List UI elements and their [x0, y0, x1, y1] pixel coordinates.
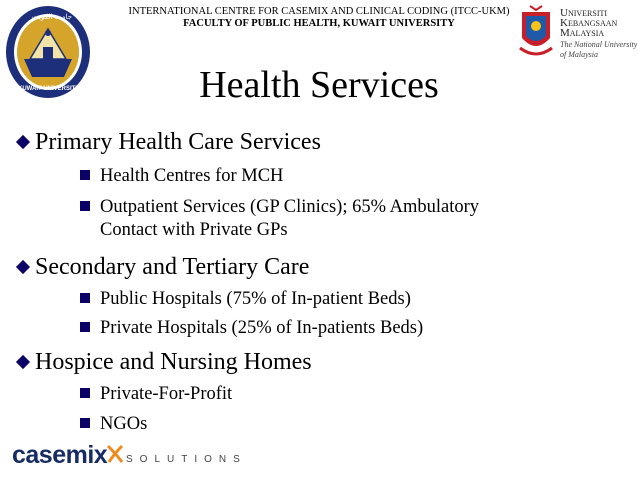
list-item-text: Private-For-Profit: [100, 384, 233, 404]
ukm-crest-icon: [516, 4, 556, 62]
diamond-bullet-icon: [16, 355, 30, 369]
section-label: Secondary and Tertiary Care: [35, 254, 310, 280]
list-item-text: NGOs: [100, 414, 148, 434]
square-bullet-icon: [80, 293, 90, 303]
ukm-line-1: Universiti: [560, 7, 608, 19]
diamond-bullet-icon: [16, 260, 30, 274]
section-label: Primary Health Care Services: [35, 129, 321, 155]
list-item: [80, 288, 411, 311]
section-secondary-tertiary-care: [16, 253, 309, 281]
square-bullet-icon: [80, 388, 90, 398]
orange-x-swoosh-icon: [106, 444, 124, 464]
list-item: [80, 196, 479, 219]
kuwait-english-text: KUWAIT UNIVERSITY: [18, 86, 80, 92]
ukm-line-3: Malaysia: [560, 27, 605, 39]
ukm-crest: [516, 4, 556, 62]
header-org-line-1: INTERNATIONAL CENTRE FOR CASEMIX AND CLINICAL CODING (ITCC-UKM): [128, 6, 510, 17]
section-primary-care: [16, 128, 321, 156]
list-item-text: Private Hospitals (25% of In-patients Beds): [100, 318, 424, 338]
square-bullet-icon: [80, 418, 90, 428]
ukm-line-2: Kebangsaan: [560, 17, 618, 29]
diamond-bullet-icon: [16, 135, 30, 149]
list-item-text: Outpatient Services (GP Clinics); 65% Ambulatory: [100, 197, 480, 217]
ukm-tagline-1: The National University: [560, 40, 638, 49]
casemix-logo: casemix: [12, 441, 108, 469]
list-item: [80, 383, 232, 406]
list-item: [80, 165, 283, 188]
square-bullet-icon: [80, 322, 90, 332]
ukm-tagline-2: of Malaysia: [560, 50, 598, 59]
solutions-tagline: SOLUTIONS: [126, 454, 247, 465]
list-item-text: Health Centres for MCH: [100, 166, 284, 186]
section-hospice-nursing-homes: [16, 348, 312, 376]
ukm-wordmark: [560, 8, 637, 60]
kuwait-arabic-text: جامعة الكويت: [32, 13, 72, 21]
square-bullet-icon: [80, 170, 90, 180]
list-item-continuation: Contact with Private GPs: [100, 220, 288, 240]
square-bullet-icon: [80, 201, 90, 211]
section-label: Hospice and Nursing Homes: [35, 349, 312, 375]
header-org-line-2: FACULTY OF PUBLIC HEALTH, KUWAIT UNIVERSITY: [183, 18, 455, 29]
list-item: [80, 317, 423, 340]
list-item: [80, 413, 147, 436]
slide-title: Health Services: [199, 64, 439, 106]
list-item-text: Public Hospitals (75% of In-patient Beds): [100, 289, 411, 309]
